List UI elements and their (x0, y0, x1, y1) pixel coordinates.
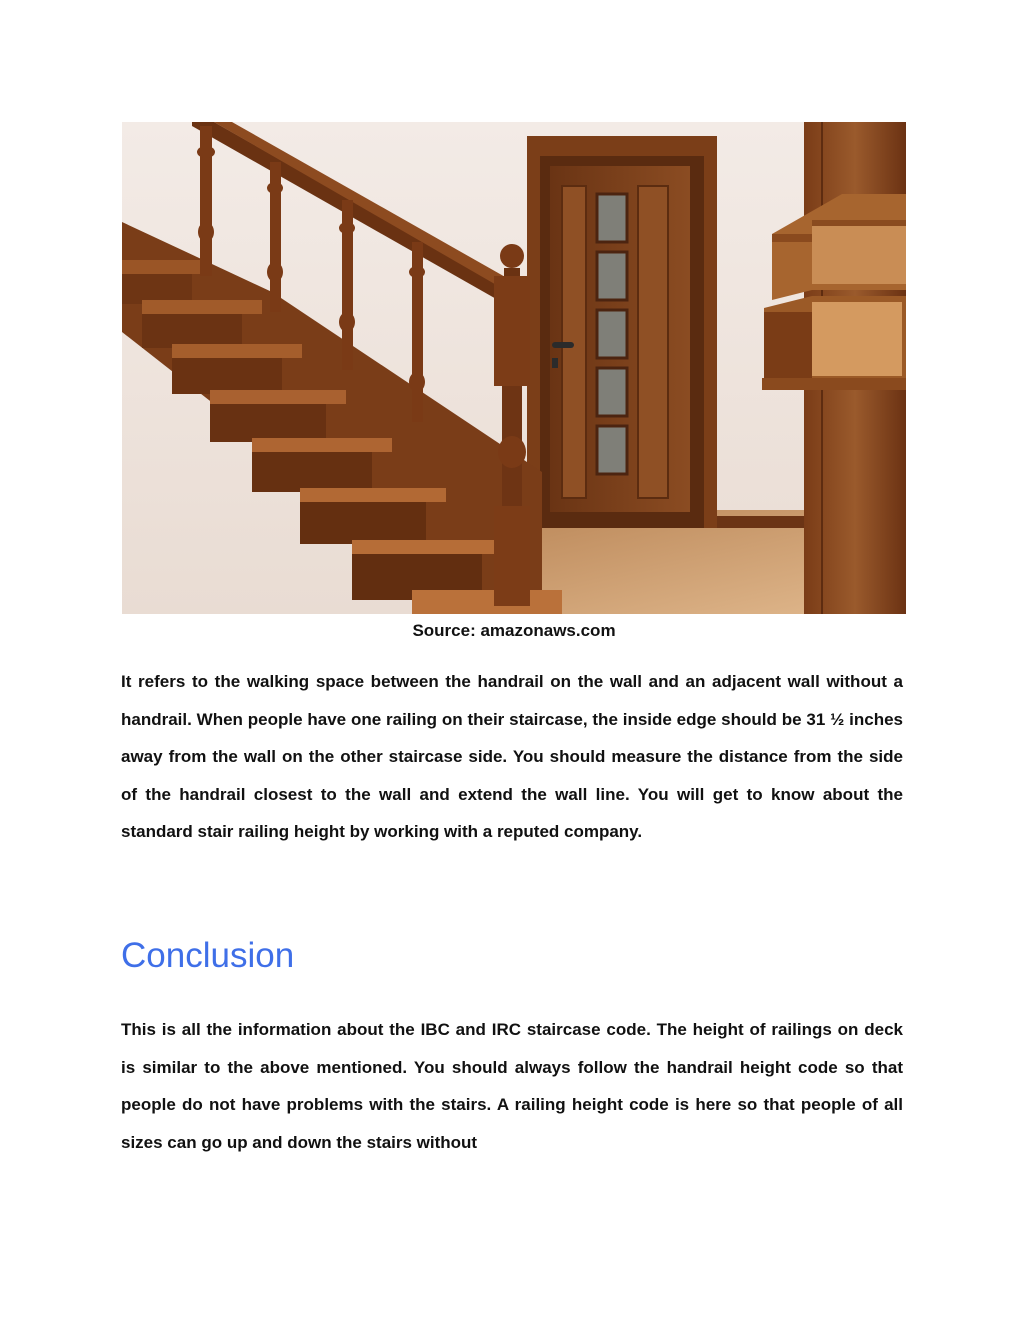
image-caption: Source: amazonaws.com (412, 621, 616, 640)
body-paragraph-2: This is all the information about the IBC and IRC staircase code. The height of railings on deck is similar to the above mentioned. You should always follow the handrail height code so that people do not have problems with the stairs. A railing height code is here so that people of all sizes can go up and down the stairs without (121, 1020, 903, 1152)
staircase-illustration (122, 122, 906, 614)
section-heading-conclusion: Conclusion (121, 936, 295, 975)
staircase-photo (122, 122, 906, 614)
body-paragraph-1: It refers to the walking space between the handrail on the wall and an adjacent wall without a handrail. When people have one railing on their staircase, the inside edge should be 31 ½ inches away from the wall on the other staircase side. You should measure the distance from the side of the handrail closest to the wall and extend the wall line. You will get to know about the standard stair railing height by working with a reputed company. (121, 672, 903, 842)
door-handle (552, 342, 574, 348)
